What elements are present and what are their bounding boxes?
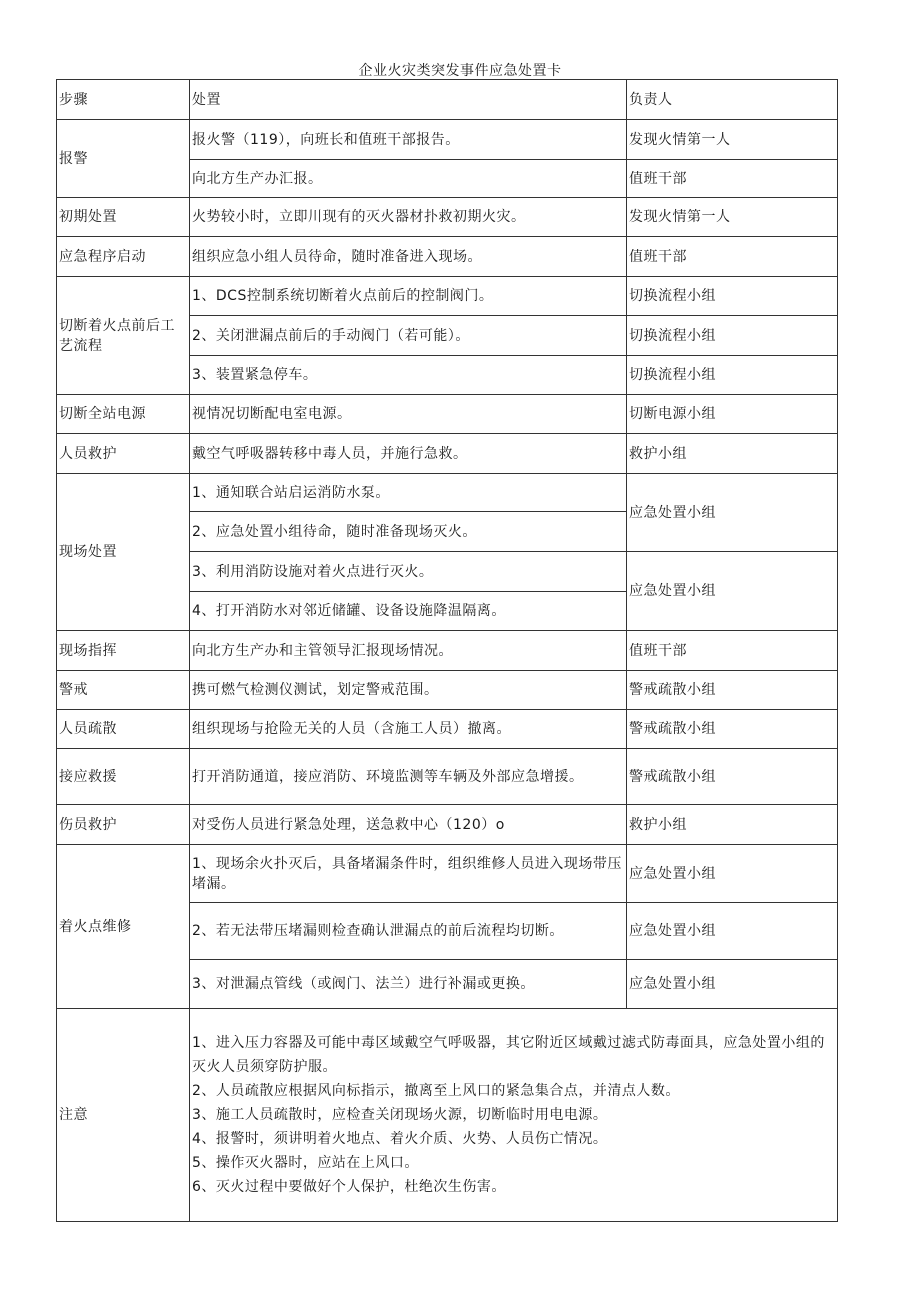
note-item: 4、报警时，须讲明着火地点、着火介质、火势、人员伤亡情况。 xyxy=(192,1131,608,1147)
step-cell: 应急程序启动 xyxy=(57,237,190,277)
table-row xyxy=(57,631,838,671)
owner-cell: 警戒疏散小组 xyxy=(627,671,838,710)
action-cell: 1、通知联合站启运消防水泵。 xyxy=(190,474,627,512)
table-row xyxy=(57,198,838,237)
step-cell: 现场指挥 xyxy=(57,631,190,671)
header-step: 步骤 xyxy=(57,80,190,120)
table-row xyxy=(57,671,838,710)
step-cell: 报警 xyxy=(57,120,190,198)
owner-cell: 应急处置小组 xyxy=(627,552,838,631)
action-cell: 3、对泄漏点管线（或阀门、法兰）进行补漏或更换。 xyxy=(190,960,627,1009)
step-cell: 警戒 xyxy=(57,671,190,710)
owner-cell: 应急处置小组 xyxy=(627,960,838,1009)
note-item: 6、灭火过程中要做好个人保护，杜绝次生伤害。 xyxy=(192,1179,506,1195)
owner-cell: 切换流程小组 xyxy=(627,277,838,316)
action-cell: 1、DCS控制系统切断着火点前后的控制阀门。 xyxy=(190,277,627,316)
action-cell: 3、利用消防设施对着火点进行灭火。 xyxy=(190,552,627,592)
table-row xyxy=(57,474,838,512)
action-cell: 2、若无法带压堵漏则检查确认泄漏点的前后流程均切断。 xyxy=(190,903,627,960)
note-item: 3、施工人员疏散时，应检查关闭现场火源，切断临时用电电源。 xyxy=(192,1107,608,1123)
action-cell: 对受伤人员进行紧急处理，送急救中心（120）o xyxy=(190,805,627,845)
owner-cell: 警戒疏散小组 xyxy=(627,749,838,805)
table-row xyxy=(57,710,838,749)
notes-label: 注意 xyxy=(57,1009,190,1222)
action-cell: 报火警（119），向班长和值班干部报告。 xyxy=(190,120,627,160)
action-cell: 戴空气呼吸器转移中毒人员，并施行急救。 xyxy=(190,434,627,474)
step-cell: 人员疏散 xyxy=(57,710,190,749)
table-row xyxy=(57,845,838,903)
owner-cell: 发现火情第一人 xyxy=(627,198,838,237)
action-cell: 4、打开消防水对邻近储罐、设备设施降温隔离。 xyxy=(190,592,627,631)
table-row xyxy=(57,237,838,277)
step-cell: 初期处置 xyxy=(57,198,190,237)
owner-cell: 切换流程小组 xyxy=(627,356,838,395)
action-cell: 携可燃气检测仪测试，划定警戒范围。 xyxy=(190,671,627,710)
action-cell: 向北方生产办和主管领导汇报现场情况。 xyxy=(190,631,627,671)
owner-cell: 应急处置小组 xyxy=(627,845,838,903)
notes-row xyxy=(57,1009,838,1222)
owner-cell: 救护小组 xyxy=(627,805,838,845)
table-row xyxy=(57,749,838,805)
step-cell: 人员救护 xyxy=(57,434,190,474)
step-cell: 切断全站电源 xyxy=(57,395,190,434)
owner-cell: 应急处置小组 xyxy=(627,903,838,960)
action-cell: 组织应急小组人员待命，随时准备进入现场。 xyxy=(190,237,627,277)
table-header-row xyxy=(57,80,838,120)
owner-cell: 切断电源小组 xyxy=(627,395,838,434)
action-cell: 2、应急处置小组待命，随时准备现场灭火。 xyxy=(190,512,627,552)
page-title: 企业火灾类突发事件应急处置卡 xyxy=(358,63,562,79)
table-row xyxy=(57,805,838,845)
action-cell: 打开消防通道，接应消防、环境监测等车辆及外部应急增援。 xyxy=(190,749,627,805)
action-cell: 3、装置紧急停车。 xyxy=(190,356,627,395)
owner-cell: 值班干部 xyxy=(627,631,838,671)
step-cell: 切断着火点前后工艺流程 xyxy=(57,277,190,395)
table-row xyxy=(57,434,838,474)
header-action: 处置 xyxy=(190,80,627,120)
action-cell: 1、现场余火扑灭后，具备堵漏条件时，组织维修人员进入现场带压堵漏。 xyxy=(190,845,627,903)
table-row xyxy=(57,395,838,434)
note-item: 2、人员疏散应根据风向标指示，撤离至上风口的紧急集合点，并清点人数。 xyxy=(192,1083,680,1099)
action-cell: 2、关闭泄漏点前后的手动阀门（若可能）。 xyxy=(190,316,627,356)
owner-cell: 值班干部 xyxy=(627,237,838,277)
owner-cell: 发现火情第一人 xyxy=(627,120,838,160)
step-cell: 现场处置 xyxy=(57,474,190,631)
action-cell: 向北方生产办汇报。 xyxy=(190,160,627,198)
table-row xyxy=(57,277,838,316)
table-row xyxy=(57,120,838,160)
step-cell: 接应救援 xyxy=(57,749,190,805)
owner-cell: 切换流程小组 xyxy=(627,316,838,356)
action-cell: 组织现场与抢险无关的人员（含施工人员）撤离。 xyxy=(190,710,627,749)
action-cell: 火势较小时，立即川现有的灭火器材扑救初期火灾。 xyxy=(190,198,627,237)
step-cell: 伤员救护 xyxy=(57,805,190,845)
owner-cell: 值班干部 xyxy=(627,160,838,198)
action-cell: 视情况切断配电室电源。 xyxy=(190,395,627,434)
note-item: 5、操作灭火器时，应站在上风口。 xyxy=(192,1155,419,1171)
notes-content xyxy=(190,1009,838,1222)
emergency-card-table xyxy=(56,79,838,1222)
header-owner: 负责人 xyxy=(627,80,838,120)
owner-cell: 应急处置小组 xyxy=(627,474,838,552)
owner-cell: 救护小组 xyxy=(627,434,838,474)
owner-cell: 警戒疏散小组 xyxy=(627,710,838,749)
note-item: 1、进入压力容器及可能中毒区域戴空气呼吸器，其它附近区域戴过滤式防毒面具，应急处置小组的灭火人员须穿防护服。 xyxy=(192,1035,825,1075)
step-cell: 着火点维修 xyxy=(57,845,190,1009)
